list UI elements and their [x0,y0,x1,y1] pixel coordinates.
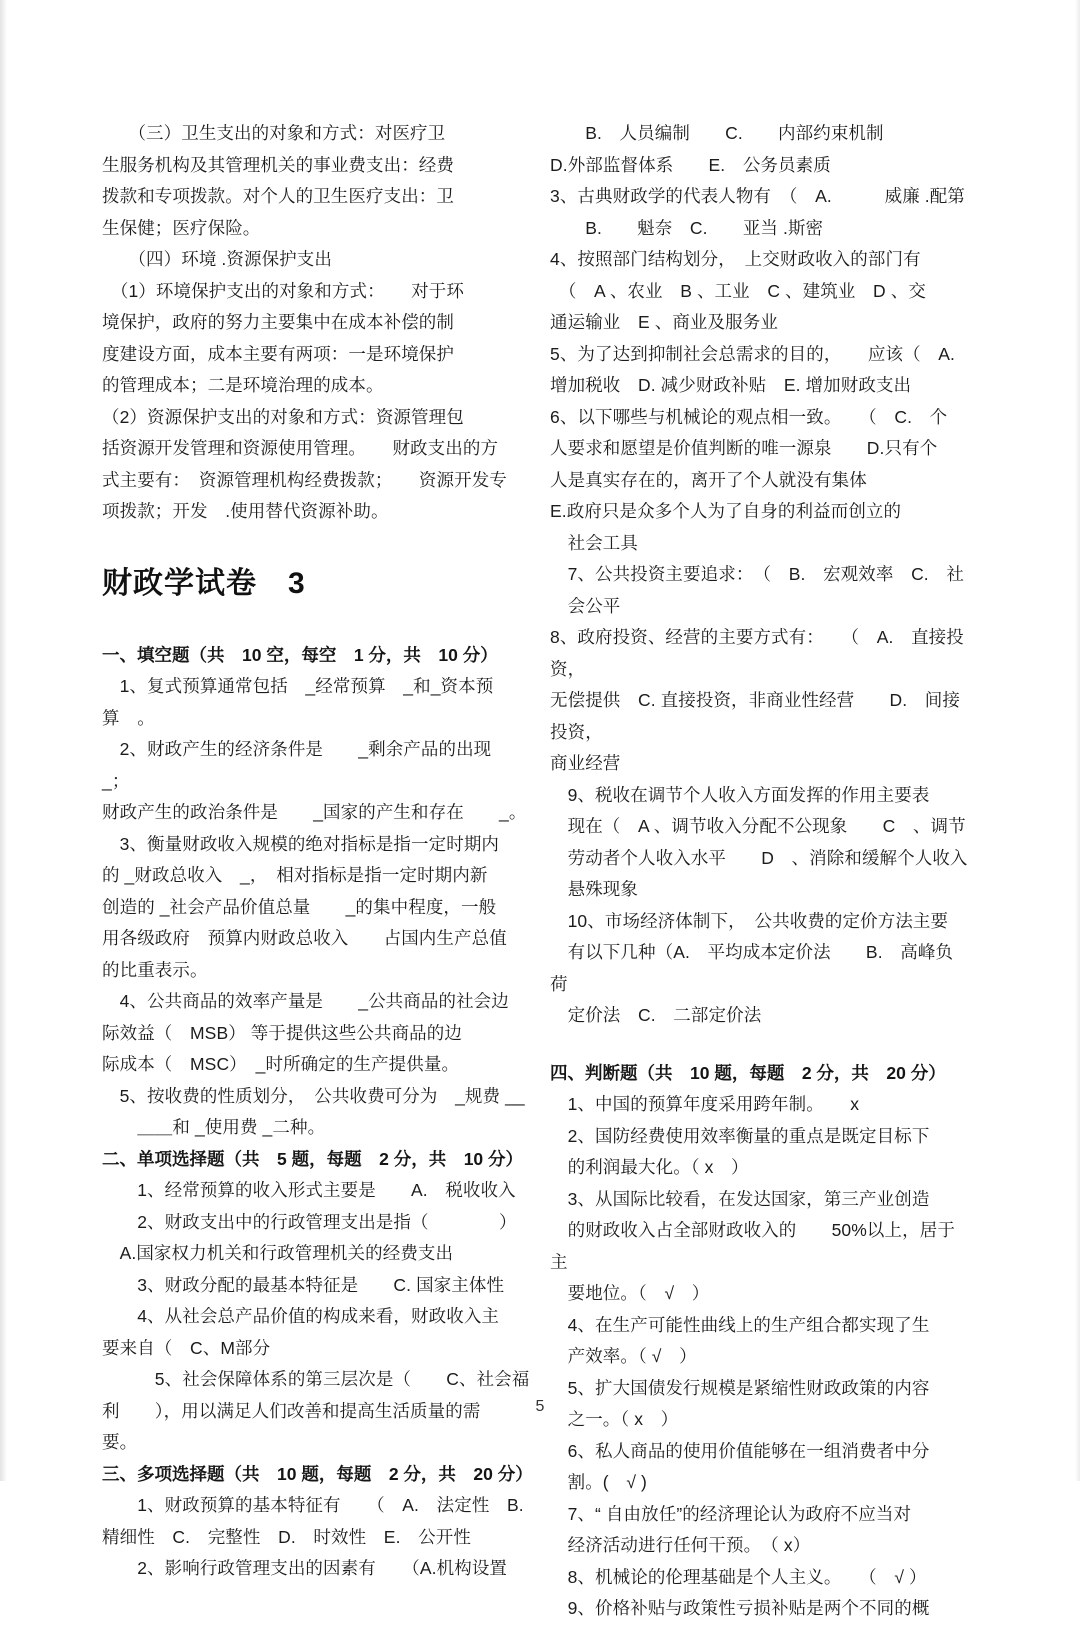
question-line: 10、市场经济体制下， 公共收费的定价方法主要 [550,910,949,931]
question-line: 4、在生产可能性曲线上的生产组合都实现了生 [550,1314,930,1335]
question-line: 现在（ A 、调节收入分配不公现象 C 、调节 [550,816,966,836]
note-line: （三）卫生支出的对象和方式：对医疗卫 [102,123,446,143]
question-line: 利 ），用以满足人们改善和提高生活质量的需 [102,1400,481,1421]
note-line: （1）环境保护支出的对象和方式： 对于环 [102,280,464,301]
question-line: 要。 [102,1432,138,1452]
question-line: 精细性 C. 完整性 D. 时效性 E. 公开性 [102,1526,471,1547]
question-line: 1、经常预算的收入形式主要是 A. 税收收入 [102,1180,516,1200]
spacer [550,1032,970,1058]
question-line: 的 _财政总收入 _， 相对指标是指一定时期内新 [102,865,488,885]
multiple-choice-items-left [102,1490,542,1585]
page-number: 5 [535,1398,545,1415]
question-line: 之一。（ x ） [550,1409,679,1429]
question-line: 6、私人商品的使用价值能够在一组消费者中分 [550,1440,930,1461]
question-line: 用各级政府 预算内财政总收入 占国内生产总值 [102,928,507,948]
question-line: 割。( √ ) [550,1472,647,1492]
fill-in-blank-items [102,671,542,1144]
note-line: 式主要有： 资源管理机构经费拨款； 资源开发专 [102,469,507,490]
question-line: 劳动者个人收入水平 D 、消除和缓解个人收入 [550,847,968,868]
question-line: B. 魁奈 C. 亚当 .斯密 [550,217,824,238]
question-line: 8、机械论的伦理基础是个人主义。 （ √ ） [550,1566,927,1587]
lecture-notes-block [102,118,542,528]
question-line: 际效益（ MSB） 等于提供这些公共商品的边 [102,1022,462,1043]
question-line: 会公平 [550,595,621,616]
question-line: A.国家权力机关和行政管理机关的经费支出 [102,1243,454,1263]
question-line: 1、中国的预算年度采用跨年制。 x [550,1094,860,1114]
question-line: 通运输业 E 、商业及服务业 [550,312,778,332]
question-line: 要来自（ C、M部分 [102,1337,271,1358]
question-line: ＿＿和 _使用费 _二种。 [102,1117,326,1137]
question-line: 无偿提供 C. 直接投资，非商业性经营 D. 间接投资， [550,690,960,742]
question-line: 1、财政预算的基本特征有 （ A. 法定性 B. [102,1495,524,1515]
question-line: 2、影响行政管理支出的因素有 （A.机构设置 [102,1558,508,1578]
question-line: 财政产生的政治条件是 _国家的产生和存在 _。 [102,802,527,822]
question-line: 社会工具 [550,532,638,553]
question-line: 5、按收费的性质划分， 公共收费可分为 _规费 __ [102,1085,525,1106]
question-line: 创造的 _社会产品价值总量 _的集中程度，一般 [102,896,497,917]
question-line: D.外部监督体系 E. 公务员素质 [550,154,831,175]
multiple-choice-items-continued [550,118,970,1032]
question-line: 2、国防经费使用效率衡量的重点是既定目标下 [550,1125,930,1146]
question-line: 的利润最大化。（ x ） [550,1157,749,1177]
note-line: 生服务机构及其管理机关的事业费支出：经费 [102,154,454,175]
page-title: 财政学试卷 3 [102,566,306,600]
question-line: 定价法 C. 二部定价法 [550,1005,762,1025]
question-line: 的财政收入占全部财政收入的 50%以上，居于主 [550,1220,955,1272]
question-line: 际成本（ MSC） _时所确定的生产提供量。 [102,1054,460,1074]
question-line: 9、税收在调节个人收入方面发挥的作用主要表 [550,784,930,805]
note-line: 生保健；医疗保险。 [102,217,261,238]
question-line: 5、社会保障体系的第三层次是（ C、社会福 [102,1369,530,1389]
question-line: 人要求和愿望是价值判断的唯一源泉 D.只有个 [550,438,938,458]
question-line: 有以下几种（A. 平均成本定价法 B. 高峰负荷 [550,942,954,994]
question-line: 5、扩大国债发行规模是紧缩性财政政策的内容 [550,1377,930,1398]
question-line: 8、政府投资、经营的主要方式有： （ A. 直接投资， [550,627,964,679]
question-line: 2、财政支出中的行政管理支出是指（ ） [102,1211,517,1232]
question-line: 增加税收 D. 减少财政补贴 E. 增加财政支出 [550,375,912,395]
question-line: 1、复式预算通常包括 _经常预算 _和_资本预算 。 [102,676,494,728]
question-line: 4、公共商品的效率产量是 _公共商品的社会边 [102,991,509,1011]
question-line: 的比重表示。 [102,959,208,980]
note-line: 度建设方面，成本主要有两项：一是环境保护 [102,343,454,364]
note-line: 括资源开发管理和资源使用管理。 财政支出的方 [102,438,499,458]
note-line: （四）环境 .资源保护支出 [102,249,332,269]
question-line: 3、古典财政学的代表人物有 （ A. 威廉 .配第 [550,186,965,206]
section-heading-true-false: 四、判断题（共 10 题，每题 2 分，共 20 分） [550,1062,946,1083]
note-line: 拨款和专项拨款。对个人的卫生医疗支出：卫 [102,186,454,206]
question-line: （ A 、农业 B 、工业 C 、建筑业 D 、交 [550,280,926,301]
section-heading-fill-in-blank: 一、填空题（共 10 空，每空 1 分，共 10 分） [102,644,498,665]
note-line: （2）资源保护支出的对象和方式：资源管理包 [102,406,464,427]
question-line: B. 人员编制 C. 内部约束机制 [550,123,884,143]
question-line: 2、财政产生的经济条件是 _剩余产品的出现 _； [102,739,527,791]
note-line: 的管理成本；二是环境治理的成本。 [102,375,384,395]
question-line: 7、“ 自由放任”的经济理论认为政府不应当对 [550,1503,912,1524]
question-line: 4、按照部门结构划分， 上交财政收入的部门有 [550,249,921,269]
question-line: 3、从国际比较看，在发达国家，第三产业创造 [550,1188,930,1209]
question-line: 商业经营 [550,753,621,773]
question-line: 经济活动进行任何干预。 （ x） [550,1535,811,1555]
note-line: 境保护，政府的努力主要集中在成本补偿的制 [102,312,454,332]
question-line: 3、财政分配的最基本特征是 C. 国家主体性 [102,1274,505,1295]
spacer [102,614,542,640]
note-line: 项拨款；开发 .使用替代资源补助。 [102,501,389,521]
question-line: E.政府只是众多个人为了自身的利益而创立的 [550,501,902,521]
question-line: 7、公共投资主要追求： （ B. 宏观效率 C. 社 [550,564,964,584]
question-line: 6、以下哪些与机械论的观点相一致。 （ C. 个 [550,406,948,427]
true-false-items [550,1089,970,1625]
question-line: 3、衡量财政收入规模的绝对指标是指一定时期内 [102,833,500,854]
question-line: 悬殊现象 [550,879,638,899]
section-heading-multiple-choice: 三、多项选择题（共 10 题，每题 2 分，共 20 分） [102,1463,533,1484]
section-heading-single-choice: 二、单项选择题（共 5 题，每题 2 分，共 10 分） [102,1148,524,1169]
question-line: 5、为了达到抑制社会总需求的目的， 应该（ A. [550,343,956,364]
question-line: 要地位。（ √ ） [550,1283,710,1303]
question-line: 产效率。（ √ ） [550,1346,697,1366]
question-line: 9、价格补贴与政策性亏损补贴是两个不同的概 [550,1598,930,1618]
question-line: 人是真实存在的，离开了个人就没有集体 [550,469,867,490]
question-line: 4、从社会总产品价值的构成来看，财政收入主 [102,1306,500,1326]
